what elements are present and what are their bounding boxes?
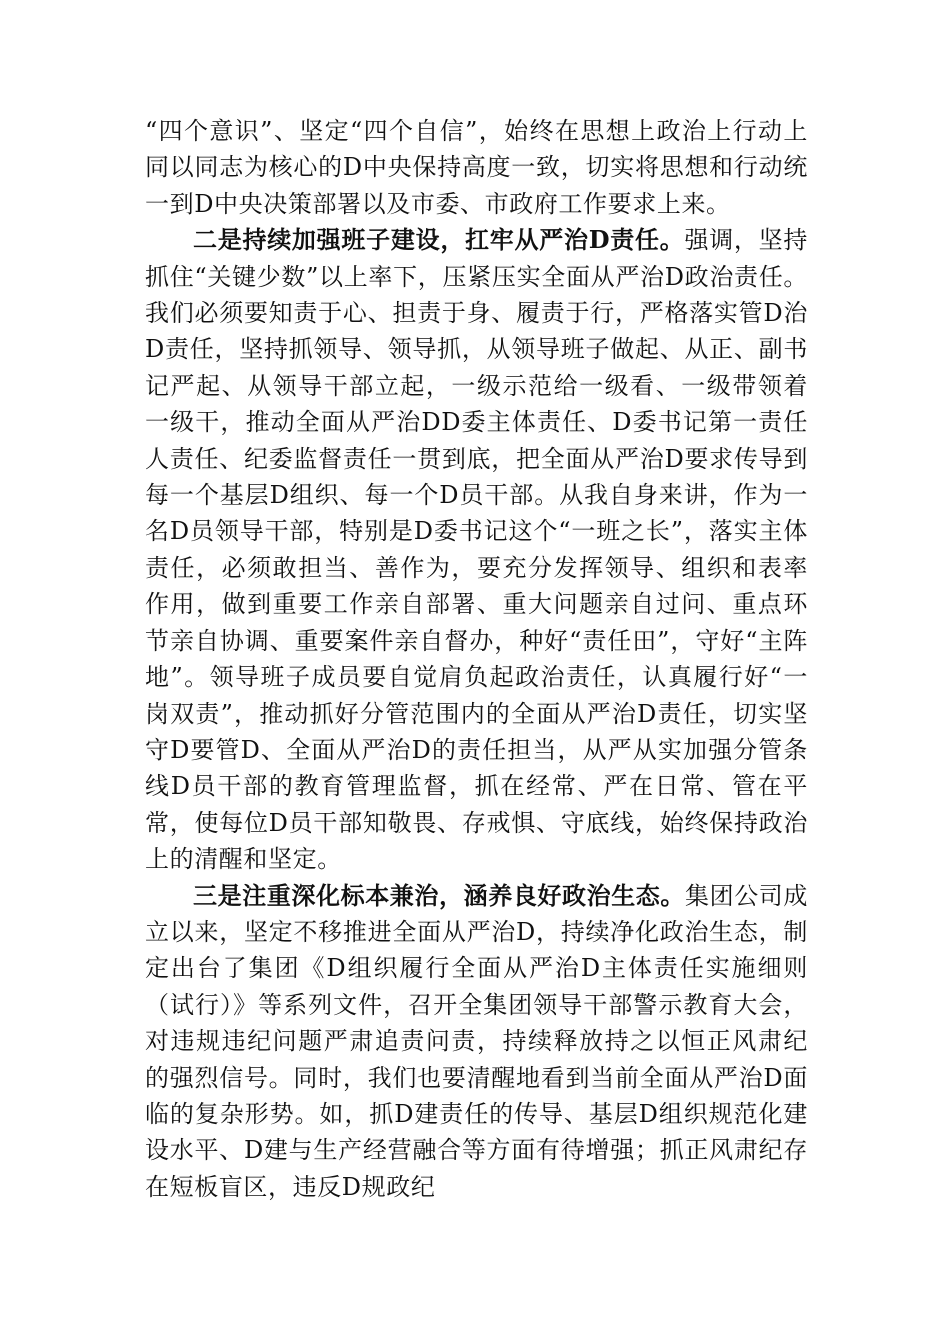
paragraph-2-text: 强调，坚持抓住“关键少数”以上率下，压紧压实全面从严治D政治责任。我们必须要知责于心、担责于身、履责于行，严格落实管D治D责任，坚持抓领导、领导抓，从领导班子做起、从正、副书记严起、从领导干部立起，一级示范给一级看、一级带领着一级干，推动全面从严治DD委主体责任、D委书记第一责任人责任、纪委监督责任一贯到底，把全面从严治D要求传导到每一个基层D组织、每一个D员干部。从我自身来讲，作为一名D员领导干部，特别是D委书记这个“一班之长”，落实主体责任，必须敢担当、善作为，要充分发挥领导、组织和表率作用，做到重要工作亲自部署、重大问题亲自过问、重点环节亲自协调、重要案件亲自督办，种好“责任田”，守好“主阵地”。领导班子成员要自觉肩负起政治责任，认真履行好“一岗双责”，推动抓好分管范围内的全面从严治D责任，切实坚守D要管D、全面从严治D的责任担当，从严从实加强分管条线D员干部的教育管理监督，抓在经常、严在日常、管在平常，使每位D员干部知敬畏、存戒惧、守底线，始终保持政治上的清醒和坚定。 (145, 226, 808, 874)
paragraph-2 (145, 222, 808, 877)
paragraph-1 (145, 113, 808, 222)
paragraph-3-text: 集团公司成立以来，坚定不移推进全面从严治D，持续净化政治生态，制定出台了集团《D组织履行全面从严治D主体责任实施细则（试行）》等系列文件，召开全集团领导干部警示教育大会，对违规违纪问题严肃追责问责，持续释放持之以恒正风肃纪的强烈信号。同时，我们也要清醒地看到当前全面从严治D面临的复杂形势。如，抓D建责任的传导、基层D组织规范化建设水平、D建与生产经营融合等方面有待增强；抓正风肃纪存在短板盲区，违反D规政纪 (145, 881, 808, 1201)
paragraph-3-heading: 三是注重深化标本兼治，涵养良好政治生态。 (193, 880, 685, 910)
paragraph-3 (145, 878, 808, 1206)
document-body (145, 113, 808, 1205)
paragraph-2-heading: 二是持续加强班子建设，扛牢从严治D责任。 (193, 225, 685, 255)
paragraph-1-text: “四个意识”、坚定“四个自信”，始终在思想上政治上行动上同以同志为核心的D中央保持高度一致，切实将思想和行动统一到D中央决策部署以及市委、市政府工作要求上来。 (145, 117, 808, 218)
